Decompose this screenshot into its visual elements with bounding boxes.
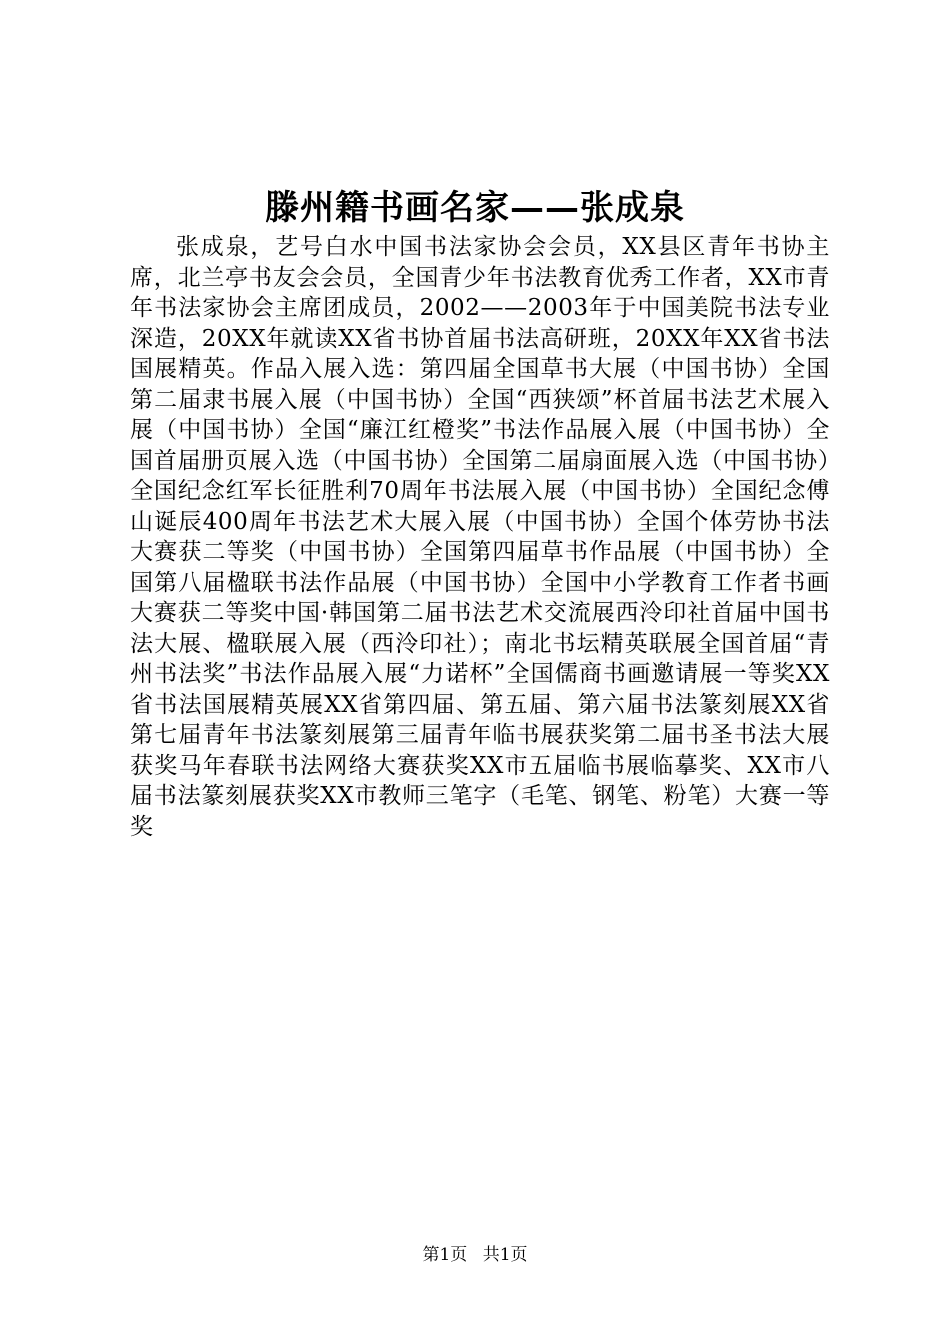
page-number: 第1页 xyxy=(422,1245,468,1265)
page-total: 共1页 xyxy=(482,1245,528,1265)
document-title: 滕州籍书画名家——张成泉 xyxy=(265,188,685,228)
page-footer xyxy=(0,1243,950,1267)
document-body-paragraph: 张成泉，艺号白水中国书法家协会会员，XX县区青年书协主席，北兰亭书友会会员，全国青少年书法教育优秀工作者，XX市青年书法家协会主席团成员，2002——2003年于中国美院书法专业深造，20XX年就读XX省书协首届书法高研班，20XX年XX省书法国展精英。作品入展入选：第四届全国草书大展（中国书协）全国第二届隶书展入展（中国书协）全国“西狭颂”杯首届书法艺术展入展（中国书协）全国“廉江红橙奖”书法作品展入展（中国书协）全国首届册页展入选（中国书协）全国第二届扇面展入选（中国书协）全国纪念红军长征胜利70周年书法展入展（中国书协）全国纪念傅山诞辰400周年书法艺术大展入展（中国书协）全国个体劳协书法大赛获二等奖（中国书协）全国第四届草书作品展（中国书协）全国第八届楹联书法作品展（中国书协）全国中小学教育工作者书画大赛获二等奖中国·韩国第二届书法艺术交流展西泠印社首届中国书法大展、楹联展入展（西泠印社）；南北书坛精英联展全国首届“青州书法奖”书法作品展入展“力诺杯”全国儒商书画邀请展一等奖XX省书法国展精英展XX省第四届、第五届、第六届书法篆刻展XX省第七届青年书法篆刻展第三届青年临书展获奖第二届书圣书法大展获奖马年春联书法网络大赛获奖XX市五届临书展临摹奖、XX市八届书法篆刻展获奖XX市教师三笔字（毛笔、钢笔、粉笔）大赛一等奖 xyxy=(130,234,830,840)
